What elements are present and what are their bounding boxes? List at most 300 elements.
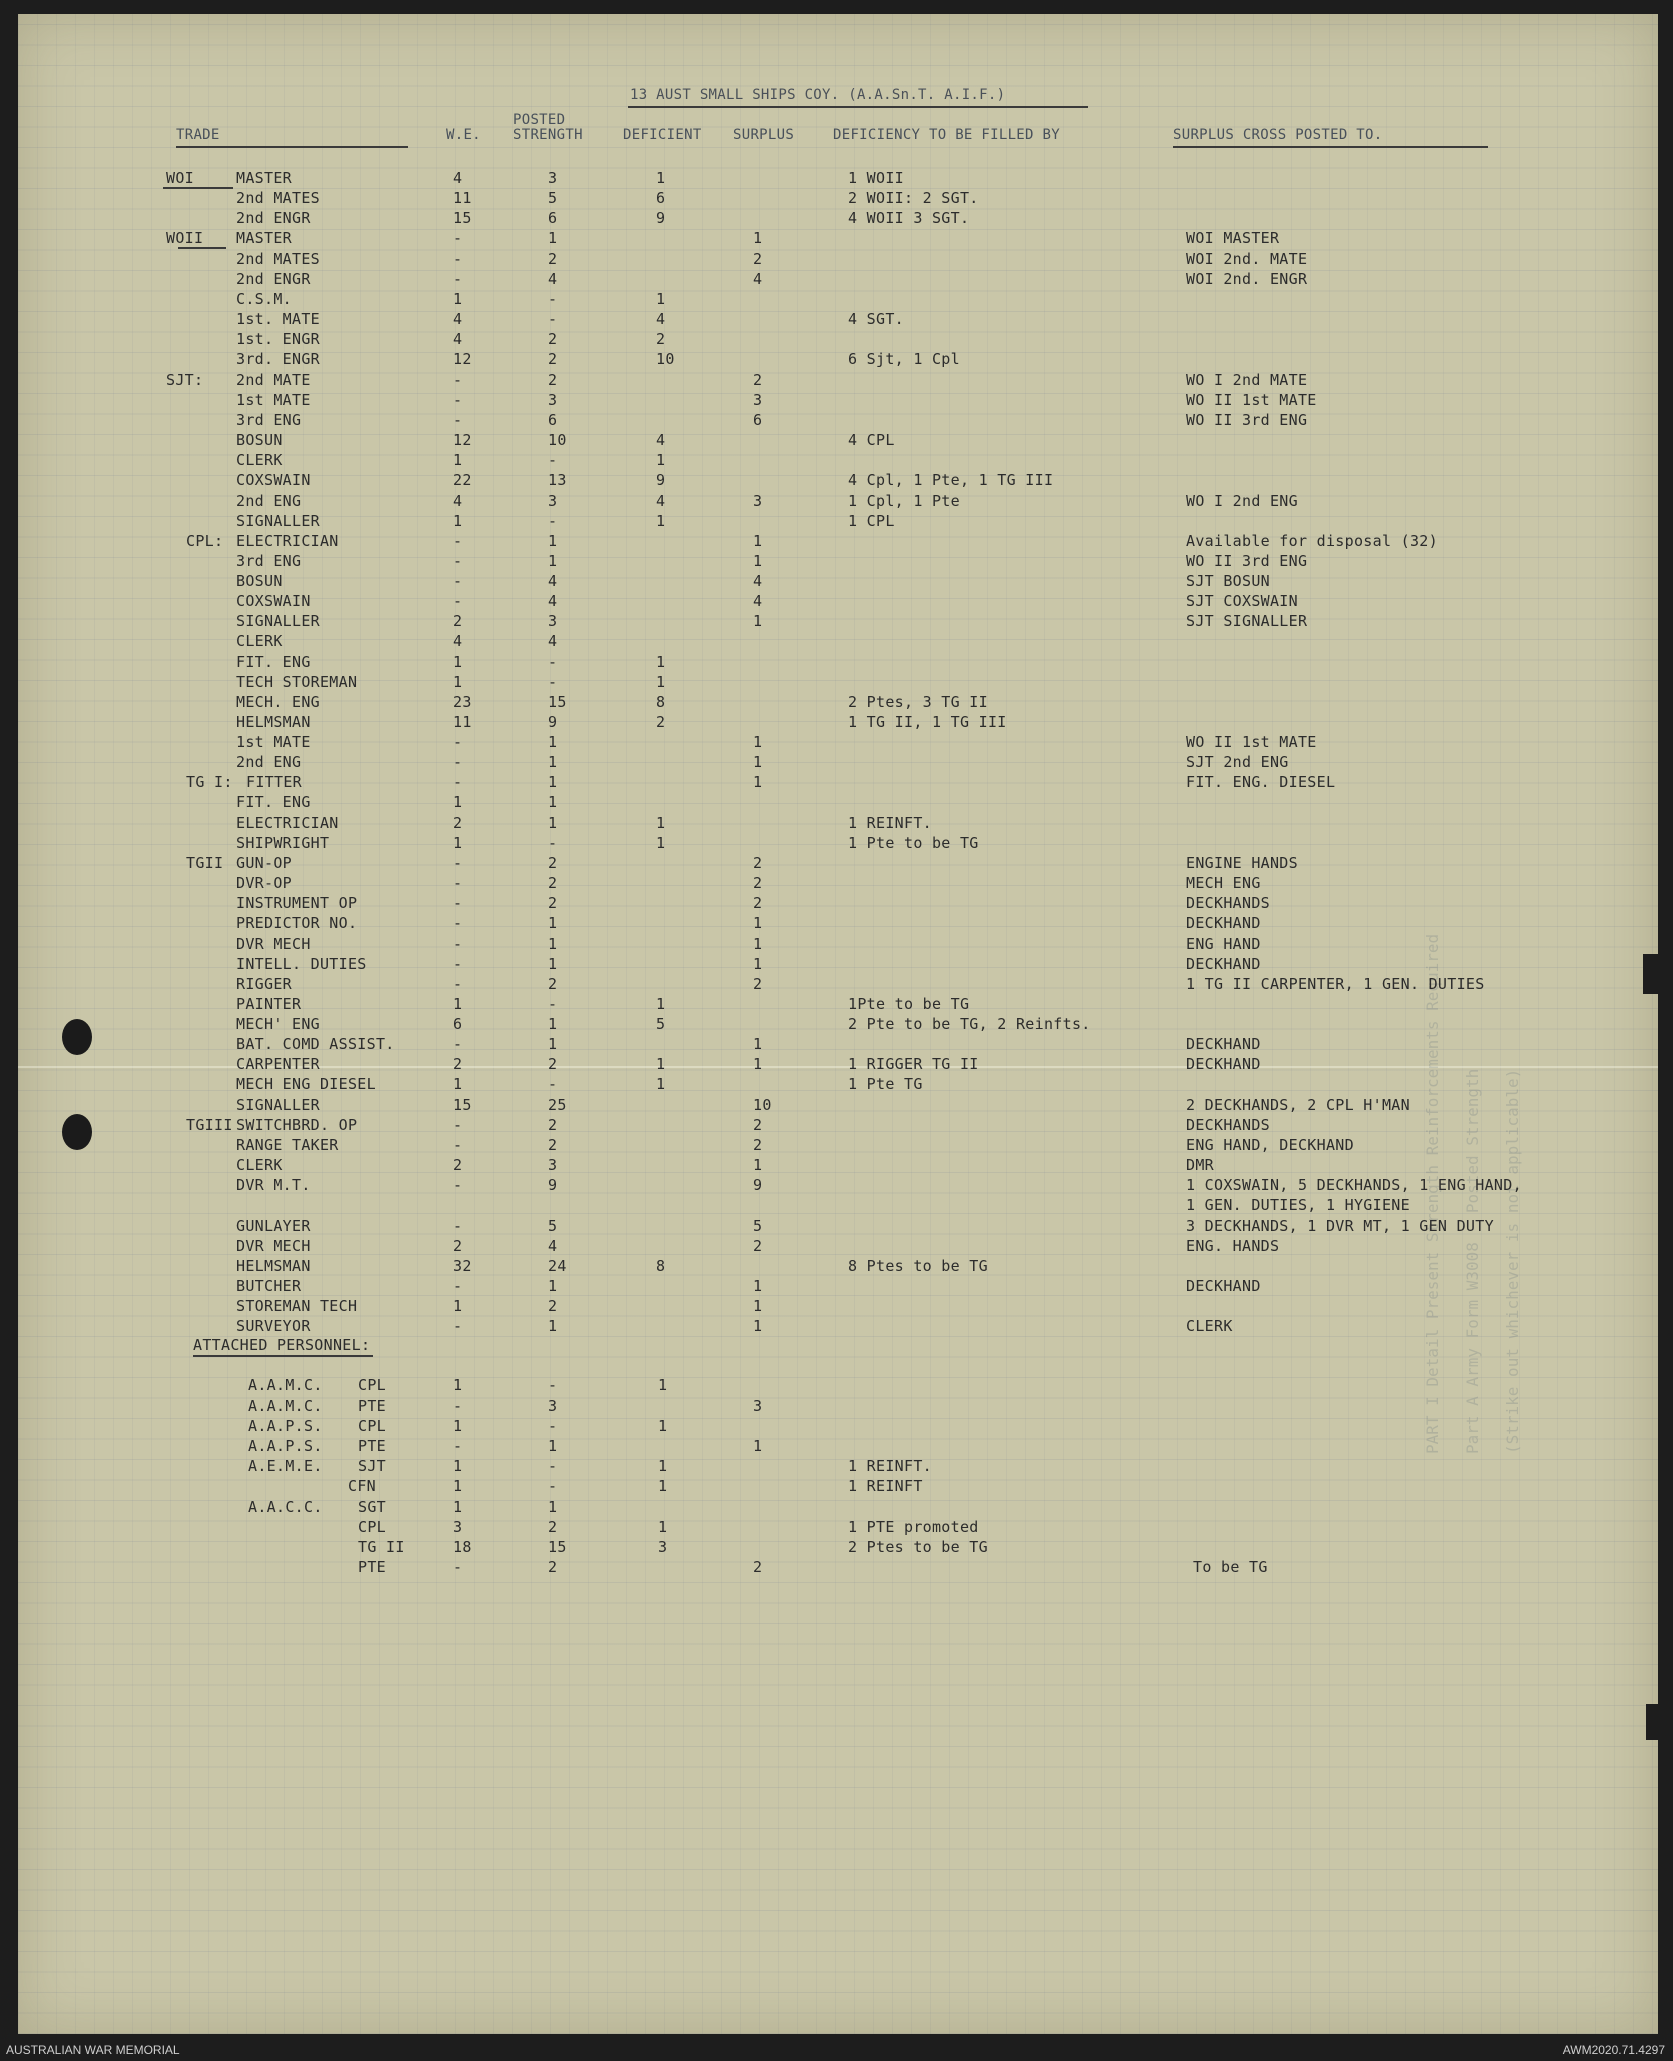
deficient-cell: 4 [656, 492, 666, 510]
surplus-cell: 1 [753, 1156, 763, 1174]
rank-cell: WOII [166, 229, 204, 247]
we-cell: - [453, 955, 463, 973]
surplus-cross-posted-cell: To be TG [1193, 1558, 1268, 1576]
we-cell: 1 [453, 1376, 463, 1394]
we-cell: 2 [453, 814, 463, 832]
posted-strength-cell: - [548, 834, 558, 852]
deficient-cell: 8 [656, 1257, 666, 1275]
deficient-cell: 1 [656, 995, 666, 1013]
trade-cell: BAT. COMD ASSIST. [236, 1035, 395, 1053]
header-we: W.E. [446, 127, 481, 143]
we-cell: - [453, 552, 463, 570]
we-cell: - [453, 1277, 463, 1295]
we-cell: 15 [453, 209, 472, 227]
surplus-cell: 2 [753, 1116, 763, 1134]
trade-cell: FIT. ENG [236, 793, 311, 811]
posted-strength-cell: 3 [548, 612, 558, 630]
deficient-cell: 2 [656, 713, 666, 731]
surplus-cell: 3 [753, 1397, 763, 1415]
deficient-cell: 8 [656, 693, 666, 711]
deficiency-fill-cell: 4 SGT. [848, 310, 904, 328]
surplus-cell: 1 [753, 955, 763, 973]
we-cell: 1 [453, 653, 463, 671]
surplus-cell: 1 [753, 1055, 763, 1073]
binding-tab [1643, 954, 1658, 994]
we-cell: 1 [453, 1457, 463, 1475]
trade-cell: MECH. ENG [236, 693, 320, 711]
we-cell: - [453, 1217, 463, 1235]
posted-strength-cell: 2 [548, 975, 558, 993]
header-posted-top: POSTED [513, 112, 566, 128]
posted-strength-cell: 1 [548, 1035, 558, 1053]
header-trade: TRADE [176, 127, 220, 143]
header-surplus-cross: SURPLUS CROSS POSTED TO. [1173, 127, 1383, 143]
trade-cell: MECH ENG DIESEL [236, 1075, 376, 1093]
posted-strength-cell: 5 [548, 189, 558, 207]
trade-cell: INTELL. DUTIES [236, 955, 367, 973]
trade-cell: SIGNALLER [236, 612, 320, 630]
trade-cell: SIGNALLER [236, 1096, 320, 1114]
attached-heading-underline [193, 1355, 373, 1357]
trade-cell: BOSUN [236, 572, 283, 590]
posted-strength-cell: 1 [548, 1317, 558, 1335]
surplus-cell: 1 [753, 773, 763, 791]
posted-strength-cell: 1 [548, 1015, 558, 1033]
deficient-cell: 1 [656, 512, 666, 530]
rank-cell: SGT [358, 1498, 386, 1516]
surplus-cell: 1 [753, 1437, 763, 1455]
posted-strength-cell: 3 [548, 1397, 558, 1415]
we-cell: 4 [453, 492, 463, 510]
we-cell: 4 [453, 169, 463, 187]
posted-strength-cell: 2 [548, 1136, 558, 1154]
we-cell: - [453, 411, 463, 429]
deficiency-fill-cell: 1 TG II, 1 TG III [848, 713, 1007, 731]
we-cell: 1 [453, 1477, 463, 1495]
posted-strength-cell: 1 [548, 793, 558, 811]
surplus-cell: 1 [753, 935, 763, 953]
trade-cell: 2nd MATES [236, 189, 320, 207]
surplus-cross-posted-cell: WO II 1st MATE [1186, 733, 1317, 751]
rank-cell: CPL: [186, 532, 224, 550]
we-cell: - [453, 874, 463, 892]
posted-strength-cell: 1 [548, 1277, 558, 1295]
deficient-cell: 1 [658, 1477, 668, 1495]
trade-cell: RIGGER [236, 975, 292, 993]
rank-cell: PTE [358, 1437, 386, 1455]
trade-cell: SHIPWRIGHT [236, 834, 330, 852]
surplus-cell: 1 [753, 229, 763, 247]
surplus-cell: 9 [753, 1176, 763, 1194]
surplus-cell: 5 [753, 1217, 763, 1235]
posted-strength-cell: 2 [548, 330, 558, 348]
posted-strength-cell: 6 [548, 209, 558, 227]
we-cell: - [453, 854, 463, 872]
we-cell: 1 [453, 673, 463, 691]
we-cell: 4 [453, 330, 463, 348]
trade-cell: BUTCHER [236, 1277, 302, 1295]
trade-cell: GUN-OP [236, 854, 292, 872]
we-cell: - [453, 753, 463, 771]
we-cell: 2 [453, 1055, 463, 1073]
surplus-cell: 3 [753, 391, 763, 409]
we-cell: 1 [453, 1297, 463, 1315]
surplus-cell: 4 [753, 572, 763, 590]
surplus-cell: 4 [753, 270, 763, 288]
trade-cell: 2nd ENGR [236, 270, 311, 288]
surplus-cross-posted-cell: ENG. HANDS [1186, 1237, 1280, 1255]
surplus-cell: 2 [753, 250, 763, 268]
trade-cell: DVR MECH [236, 935, 311, 953]
surplus-cell: 1 [753, 552, 763, 570]
rank-cell: CPL [358, 1417, 386, 1435]
deficiency-fill-cell: 1 Pte to be TG [848, 834, 979, 852]
posted-strength-cell: 4 [548, 632, 558, 650]
surplus-cell: 1 [753, 1035, 763, 1053]
trade-cell: CLERK [236, 451, 283, 469]
posted-strength-cell: 15 [548, 693, 567, 711]
surplus-cross-posted-cell: DECKHAND [1186, 914, 1261, 932]
surplus-cross-posted-cell: WO I 2nd MATE [1186, 371, 1308, 389]
trade-cell: PAINTER [236, 995, 302, 1013]
deficiency-fill-cell: 4 WOII 3 SGT. [848, 209, 970, 227]
rank-cell: WOI [166, 169, 194, 187]
surplus-cross-posted-cell: WOI 2nd. MATE [1186, 250, 1308, 268]
trade-cell: 3rd. ENGR [236, 350, 320, 368]
deficient-cell: 1 [656, 673, 666, 691]
we-cell: - [453, 592, 463, 610]
we-cell: - [453, 572, 463, 590]
we-cell: 11 [453, 189, 472, 207]
we-cell: 12 [453, 350, 472, 368]
we-cell: 12 [453, 431, 472, 449]
posted-strength-cell: - [548, 1376, 558, 1394]
rank-cell: TGIII [186, 1116, 233, 1134]
we-cell: 3 [453, 1518, 463, 1536]
we-cell: 1 [453, 1498, 463, 1516]
deficient-cell: 3 [658, 1538, 668, 1556]
posted-strength-cell: 13 [548, 471, 567, 489]
posted-strength-cell: 3 [548, 492, 558, 510]
surplus-cross-posted-cell: DMR [1186, 1156, 1214, 1174]
deficient-cell: 4 [656, 310, 666, 328]
we-cell: - [453, 975, 463, 993]
we-cell: - [453, 1397, 463, 1415]
we-cell: - [453, 935, 463, 953]
surplus-cross-posted-cell: 1 GEN. DUTIES, 1 HYGIENE [1186, 1196, 1410, 1214]
trade-cell: BOSUN [236, 431, 283, 449]
surplus-cell: 1 [753, 914, 763, 932]
footer-bar [0, 2040, 1673, 2061]
we-cell: 4 [453, 310, 463, 328]
trade-cell: INSTRUMENT OP [236, 894, 358, 912]
deficient-cell: 1 [658, 1518, 668, 1536]
surplus-cell: 2 [753, 854, 763, 872]
trade-cell: RANGE TAKER [236, 1136, 339, 1154]
deficient-cell: 1 [656, 1075, 666, 1093]
posted-strength-cell: - [548, 512, 558, 530]
posted-strength-cell: 2 [548, 350, 558, 368]
deficiency-fill-cell: 1 REINFT [848, 1477, 923, 1495]
trade-cell: 1st MATE [236, 733, 311, 751]
surplus-cell: 1 [753, 733, 763, 751]
deficient-cell: 1 [658, 1457, 668, 1475]
trade-cell: TECH STOREMAN [236, 673, 358, 691]
posted-strength-cell: - [548, 673, 558, 691]
surplus-cross-posted-cell: DECKHAND [1186, 955, 1261, 973]
we-cell: 2 [453, 612, 463, 630]
surplus-cell: 2 [753, 1136, 763, 1154]
we-cell: 2 [453, 1237, 463, 1255]
posted-strength-cell: 2 [548, 854, 558, 872]
unit-cell: A.A.P.S. [248, 1437, 323, 1455]
surplus-cross-posted-cell: ENG HAND, DECKHAND [1186, 1136, 1354, 1154]
we-cell: 4 [453, 632, 463, 650]
ghost-line: (Strike out whichever is not applicable) [1503, 1068, 1522, 1454]
posted-strength-cell: 2 [548, 1558, 558, 1576]
deficiency-fill-cell: 1 Cpl, 1 Pte [848, 492, 960, 510]
trade-cell: 2nd ENG [236, 753, 302, 771]
deficient-cell: 1 [656, 814, 666, 832]
we-cell: 22 [453, 471, 472, 489]
trade-cell: 1st. ENGR [236, 330, 320, 348]
surplus-cross-posted-cell: DECKHAND [1186, 1035, 1261, 1053]
deficient-cell: 1 [656, 653, 666, 671]
trade-cell: DVR MECH [236, 1237, 311, 1255]
trade-cell: FITTER [246, 773, 302, 791]
deficiency-fill-cell: 1 CPL [848, 512, 895, 530]
we-cell: 1 [453, 1075, 463, 1093]
trade-cell: ELECTRICIAN [236, 532, 339, 550]
footer-credit: AUSTRALIAN WAR MEMORIAL [6, 2043, 180, 2057]
deficient-cell: 1 [656, 451, 666, 469]
deficiency-fill-cell: 4 Cpl, 1 Pte, 1 TG III [848, 471, 1054, 489]
posted-strength-cell: 25 [548, 1096, 567, 1114]
ghost-line: Part A Army Form W3008 - Posted Strength [1463, 1068, 1482, 1454]
rank-cell: PTE [358, 1558, 386, 1576]
surplus-cell: 3 [753, 492, 763, 510]
surplus-cross-posted-cell: ENGINE HANDS [1186, 854, 1298, 872]
we-cell: - [453, 371, 463, 389]
deficient-cell: 1 [656, 834, 666, 852]
we-cell: 11 [453, 713, 472, 731]
deficiency-fill-cell: 2 Ptes, 3 TG II [848, 693, 988, 711]
we-cell: - [453, 250, 463, 268]
surplus-cross-posted-cell: SJT SIGNALLER [1186, 612, 1308, 630]
posted-strength-cell: - [548, 310, 558, 328]
trade-cell: SURVEYOR [236, 1317, 311, 1335]
deficient-cell: 1 [656, 169, 666, 187]
posted-strength-cell: 9 [548, 1176, 558, 1194]
trade-cell: COXSWAIN [236, 592, 311, 610]
surplus-cross-posted-cell: 1 COXSWAIN, 5 DECKHANDS, 1 ENG HAND, [1186, 1176, 1522, 1194]
we-cell: - [453, 391, 463, 409]
posted-strength-cell: 3 [548, 391, 558, 409]
posted-strength-cell: 1 [548, 955, 558, 973]
deficient-cell: 1 [658, 1376, 668, 1394]
header-deficiency-fill: DEFICIENCY TO BE FILLED BY [833, 127, 1060, 143]
posted-strength-cell: 4 [548, 270, 558, 288]
deficiency-fill-cell: 1 Pte TG [848, 1075, 923, 1093]
rank-cell: CPL [358, 1376, 386, 1394]
attached-heading: ATTACHED PERSONNEL: [193, 1336, 371, 1354]
surplus-cell: 2 [753, 874, 763, 892]
surplus-cross-posted-cell: WO II 1st MATE [1186, 391, 1317, 409]
trade-cell: 1st. MATE [236, 310, 320, 328]
surplus-cross-posted-cell: MECH ENG [1186, 874, 1261, 892]
surplus-cross-posted-cell: WOI MASTER [1186, 229, 1280, 247]
posted-strength-cell: 2 [548, 1055, 558, 1073]
posted-strength-cell: 1 [548, 753, 558, 771]
posted-strength-cell: 2 [548, 250, 558, 268]
we-cell: - [453, 914, 463, 932]
trade-cell: 2nd MATE [236, 371, 311, 389]
punch-hole [62, 1019, 92, 1055]
trade-cell: MECH' ENG [236, 1015, 320, 1033]
we-cell: - [453, 1176, 463, 1194]
posted-strength-cell: 1 [548, 733, 558, 751]
trade-cell: MASTER [236, 229, 292, 247]
surplus-cross-posted-cell: DECKHANDS [1186, 894, 1270, 912]
deficient-cell: 1 [658, 1417, 668, 1435]
deficiency-fill-cell: 2 Ptes to be TG [848, 1538, 988, 1556]
surplus-cell: 6 [753, 411, 763, 429]
posted-strength-cell: 3 [548, 169, 558, 187]
surplus-cross-posted-cell: WO II 3rd ENG [1186, 411, 1308, 429]
trade-cell: PREDICTOR NO. [236, 914, 358, 932]
posted-strength-cell: 1 [548, 552, 558, 570]
deficiency-fill-cell: 6 Sjt, 1 Cpl [848, 350, 960, 368]
posted-strength-cell: 1 [548, 914, 558, 932]
unit-cell: A.A.M.C. [248, 1397, 323, 1415]
posted-strength-cell: 9 [548, 713, 558, 731]
header-deficient: DEFICIENT [623, 127, 702, 143]
we-cell: 1 [453, 995, 463, 1013]
surplus-cross-posted-cell: 1 TG II CARPENTER, 1 GEN. DUTIES [1186, 975, 1485, 993]
surplus-cell: 4 [753, 592, 763, 610]
deficiency-fill-cell: 1 REINFT. [848, 1457, 932, 1475]
surplus-cell: 1 [753, 1297, 763, 1315]
rank-cell: TG II [358, 1538, 405, 1556]
we-cell: 1 [453, 793, 463, 811]
surplus-cross-posted-cell: 3 DECKHANDS, 1 DVR MT, 1 GEN DUTY [1186, 1217, 1494, 1235]
surplus-cross-posted-cell: DECKHANDS [1186, 1116, 1270, 1134]
we-cell: - [453, 894, 463, 912]
deficient-cell: 9 [656, 471, 666, 489]
posted-strength-cell: 10 [548, 431, 567, 449]
surplus-cross-posted-cell: ENG HAND [1186, 935, 1261, 953]
unit-cell: A.A.M.C. [248, 1376, 323, 1394]
trade-cell: CLERK [236, 1156, 283, 1174]
surplus-cross-posted-cell: WOI 2nd. ENGR [1186, 270, 1308, 288]
deficiency-fill-cell: 1Pte to be TG [848, 995, 970, 1013]
posted-strength-cell: 2 [548, 874, 558, 892]
we-cell: - [453, 773, 463, 791]
surplus-cell: 2 [753, 1558, 763, 1576]
posted-strength-cell: 2 [548, 1116, 558, 1134]
document-page [18, 14, 1658, 2034]
we-cell: 18 [453, 1538, 472, 1556]
we-cell: 1 [453, 451, 463, 469]
surplus-cross-posted-cell: 2 DECKHANDS, 2 CPL H'MAN [1186, 1096, 1410, 1114]
posted-strength-cell: 2 [548, 1297, 558, 1315]
surplus-cell: 1 [753, 753, 763, 771]
surplus-cross-posted-cell: DECKHAND [1186, 1055, 1261, 1073]
posted-strength-cell: 2 [548, 894, 558, 912]
posted-strength-cell: 15 [548, 1538, 567, 1556]
posted-strength-cell: - [548, 995, 558, 1013]
trade-cell: 3rd ENG [236, 411, 302, 429]
posted-strength-cell: 1 [548, 814, 558, 832]
deficient-cell: 9 [656, 209, 666, 227]
posted-strength-cell: 24 [548, 1257, 567, 1275]
trade-cell: 3rd ENG [236, 552, 302, 570]
deficiency-fill-cell: 1 RIGGER TG II [848, 1055, 979, 1073]
deficient-cell: 10 [656, 350, 675, 368]
we-cell: 15 [453, 1096, 472, 1114]
bleed-through-text [1413, 54, 1633, 1454]
rank-cell: PTE [358, 1397, 386, 1415]
posted-strength-cell: 1 [548, 935, 558, 953]
posted-strength-cell: 1 [548, 1437, 558, 1455]
posted-strength-cell: - [548, 1075, 558, 1093]
posted-strength-cell: 1 [548, 1498, 558, 1516]
title-underline [628, 106, 1088, 108]
surplus-cell: 2 [753, 894, 763, 912]
binding-tab [1646, 1704, 1658, 1740]
trade-cell: CLERK [236, 632, 283, 650]
posted-strength-cell: 1 [548, 773, 558, 791]
unit-cell: A.A.P.S. [248, 1417, 323, 1435]
unit-cell: A.A.C.C. [248, 1498, 323, 1516]
rank-cell: TG I: [186, 773, 233, 791]
surplus-cross-posted-cell: CLERK [1186, 1317, 1233, 1335]
trade-cell: SWITCHBRD. OP [236, 1116, 358, 1134]
rank-cell: TGII [186, 854, 224, 872]
trade-cell: MASTER [236, 169, 292, 187]
posted-strength-cell: - [548, 1457, 558, 1475]
we-cell: - [453, 1136, 463, 1154]
we-cell: 23 [453, 693, 472, 711]
header-underline [1173, 146, 1488, 148]
trade-cell: COXSWAIN [236, 471, 311, 489]
we-cell: - [453, 1437, 463, 1455]
surplus-cross-posted-cell: WO I 2nd ENG [1186, 492, 1298, 510]
trade-cell: DVR M.T. [236, 1176, 311, 1194]
we-cell: - [453, 1558, 463, 1576]
posted-strength-cell: 5 [548, 1217, 558, 1235]
posted-strength-cell: 1 [548, 229, 558, 247]
we-cell: - [453, 1317, 463, 1335]
trade-cell: SIGNALLER [236, 512, 320, 530]
we-cell: 2 [453, 1156, 463, 1174]
footer-accession-number: AWM2020.71.4297 [1562, 2043, 1665, 2057]
deficient-cell: 1 [656, 290, 666, 308]
trade-cell: STOREMAN TECH [236, 1297, 358, 1315]
deficiency-fill-cell: 2 Pte to be TG, 2 Reinfts. [848, 1015, 1091, 1033]
surplus-cross-posted-cell: SJT 2nd ENG [1186, 753, 1289, 771]
deficient-cell: 4 [656, 431, 666, 449]
posted-strength-cell: 4 [548, 592, 558, 610]
trade-cell: HELMSMAN [236, 1257, 311, 1275]
we-cell: - [453, 1116, 463, 1134]
posted-strength-cell: 4 [548, 572, 558, 590]
surplus-cross-posted-cell: DECKHAND [1186, 1277, 1261, 1295]
we-cell: 1 [453, 1417, 463, 1435]
we-cell: - [453, 1035, 463, 1053]
header-underline [176, 146, 408, 148]
deficiency-fill-cell: 8 Ptes to be TG [848, 1257, 988, 1275]
